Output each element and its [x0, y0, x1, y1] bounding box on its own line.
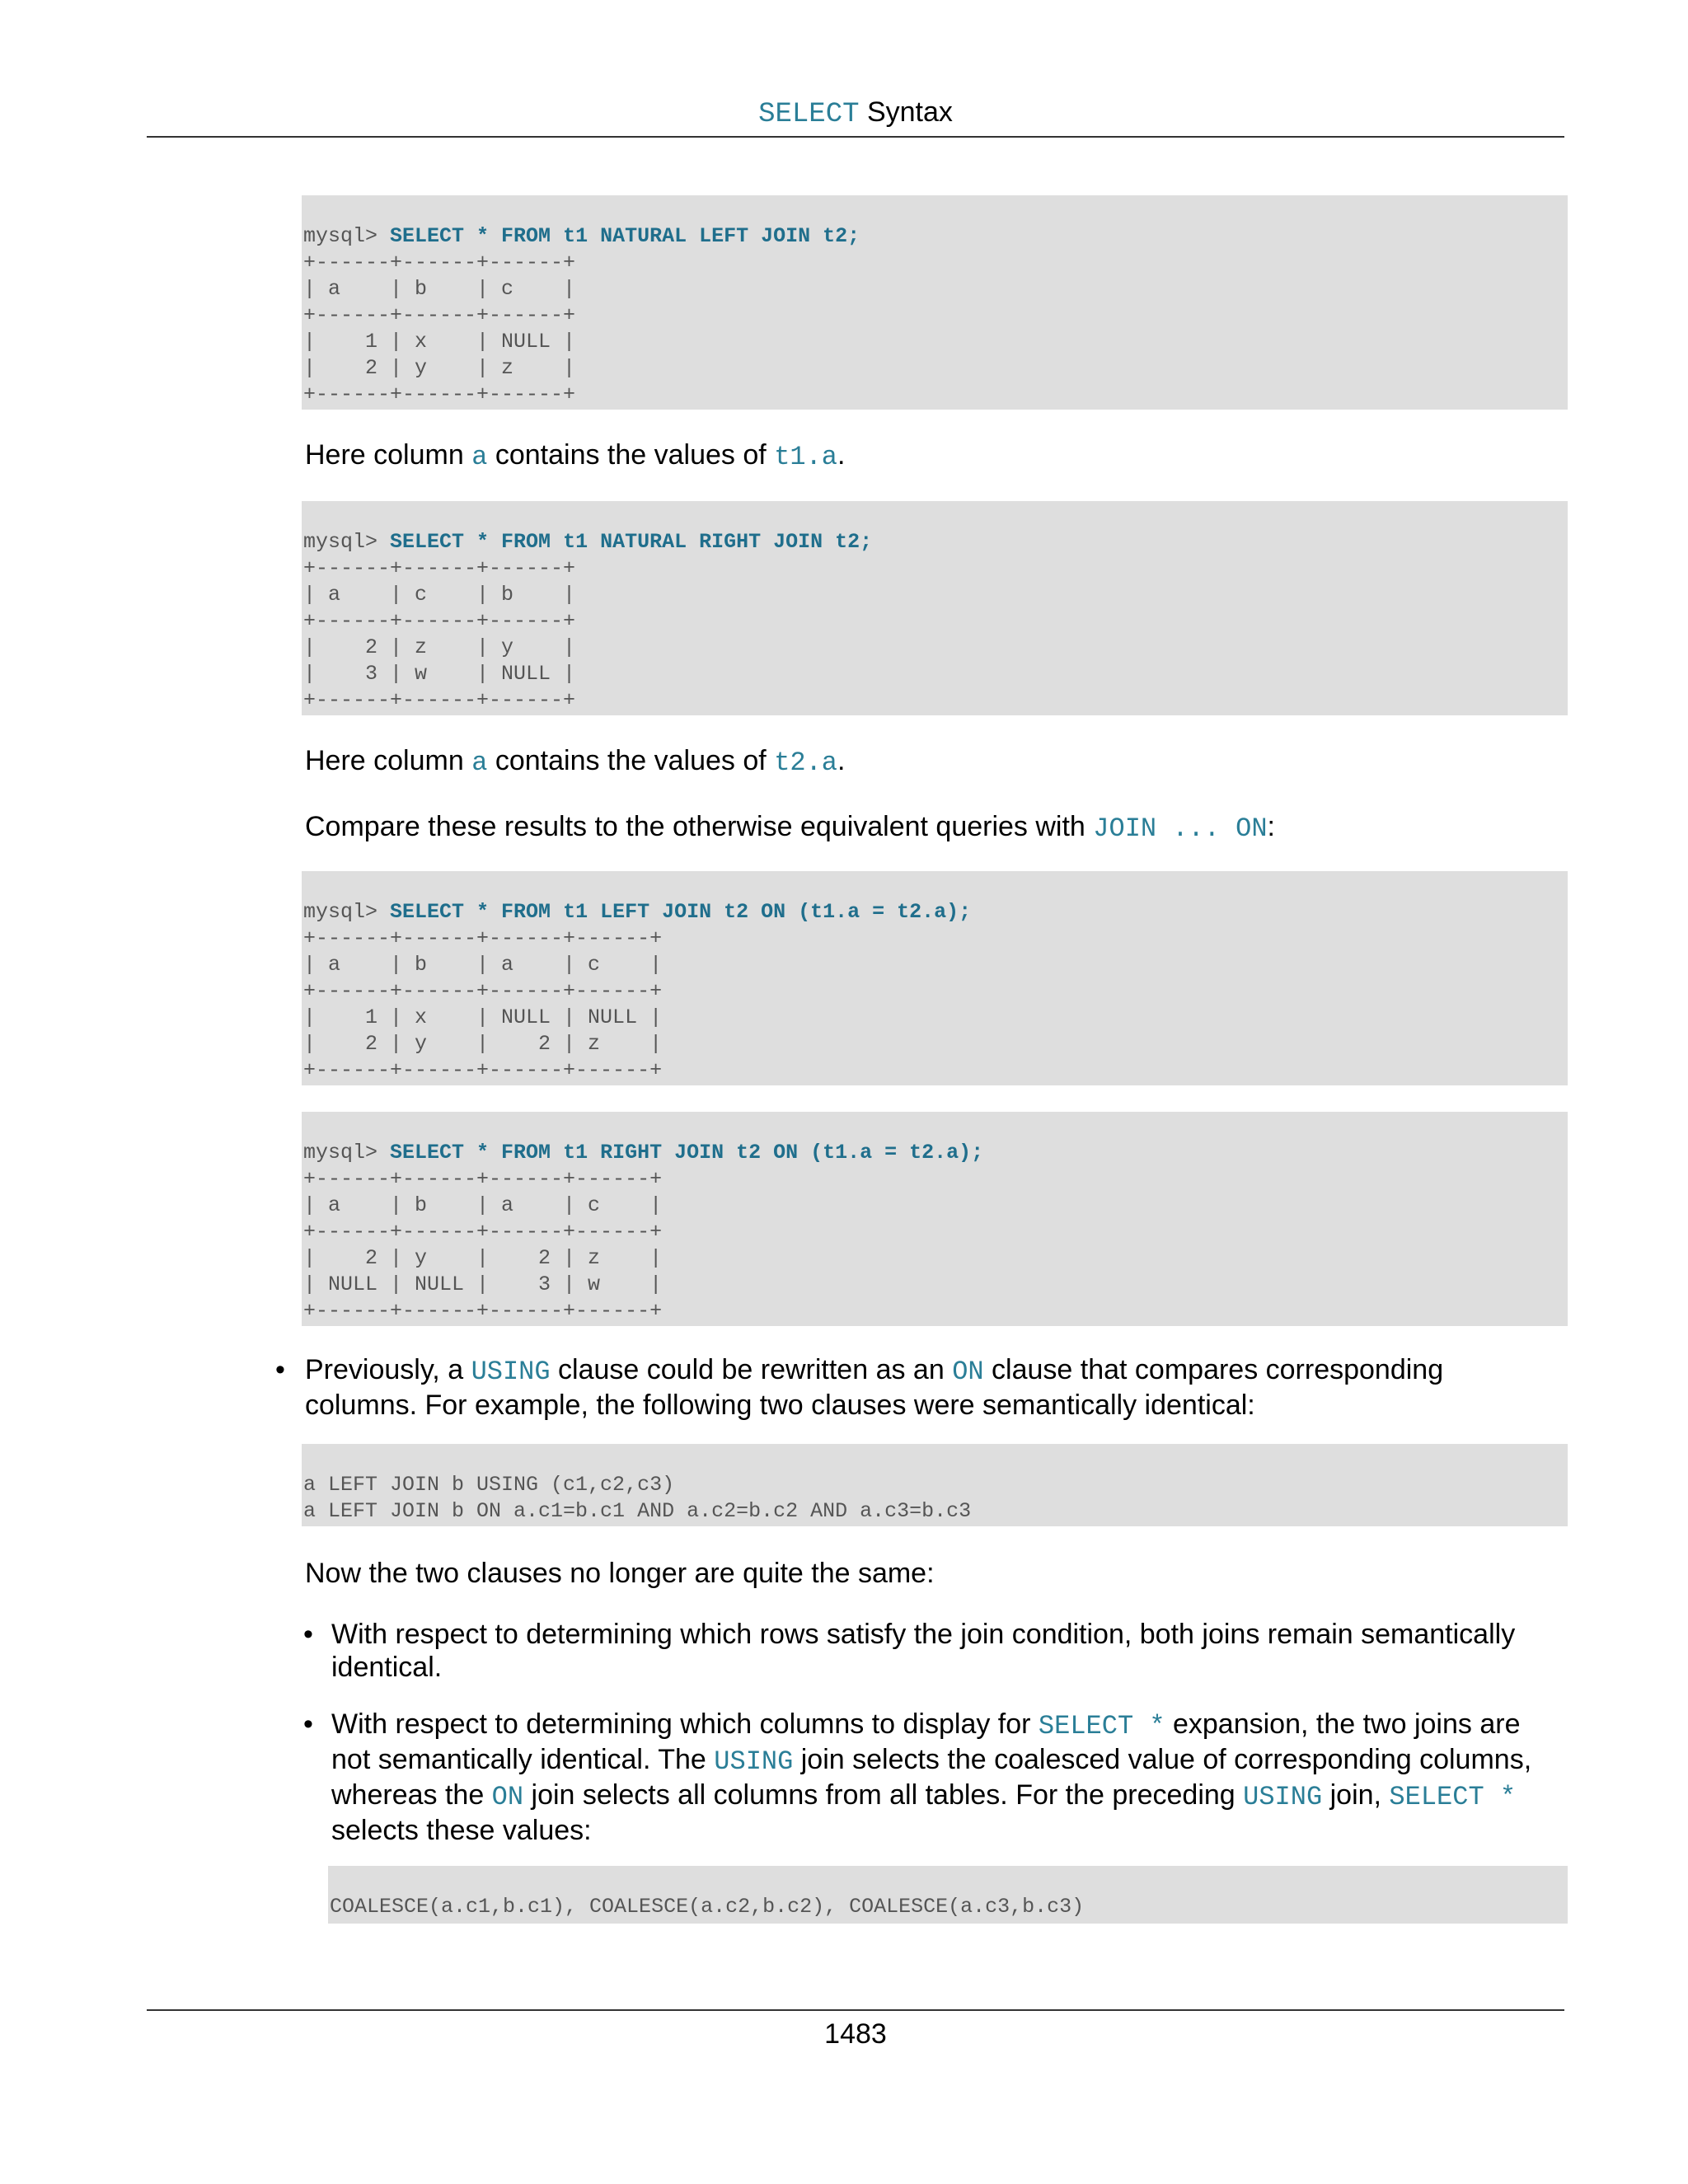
text: join selects the coalesced value of corresponding columns, whereas the — [331, 1744, 1532, 1811]
paragraph-no-longer-same: Now the two clauses no longer are quite the same: — [305, 1558, 935, 1589]
text: clause that compares corresponding columns. For example, the following two clauses were semantically identical: — [305, 1354, 1444, 1421]
inline-code: a — [471, 748, 488, 778]
page-header — [147, 92, 1564, 134]
bullet-marker: • — [275, 1354, 285, 1385]
text: Here column — [305, 439, 472, 471]
sub-bullet-columns — [331, 1708, 1559, 1847]
paragraph-t2a — [305, 744, 1566, 780]
bullet-using-clause — [305, 1353, 1558, 1422]
text: : — [1267, 811, 1275, 842]
code-output: +------+------+------+------+ | a | b | a | c | +------+------+------+------+ | 2 | y | 2 | z | | NULL | NULL | 3 | w | +------+------+------+------+ — [303, 1167, 663, 1323]
header-code: SELECT — [758, 99, 860, 130]
header-rule — [147, 136, 1564, 138]
code-prompt: mysql> — [303, 530, 391, 554]
code-text: a LEFT JOIN b USING (c1,c2,c3) a LEFT JOIN b ON a.c1=b.c1 AND a.c2=b.c2 AND a.c3=b.c3 — [303, 1473, 972, 1523]
text: Compare these results to the otherwise equivalent queries with — [305, 811, 1094, 842]
text: Here column — [305, 745, 472, 776]
code-block-using-vs-on — [302, 1444, 1568, 1526]
text: join, — [1322, 1779, 1390, 1811]
header-title: Syntax — [859, 96, 953, 128]
code-output: +------+------+------+ | a | b | c | +------+------+------+ | 1 | x | NULL | | 2 | y | z | +------+------+------+ — [303, 251, 576, 406]
sub-bullet-rows: With respect to determining which rows satisfy the join condition, both joins remain semantically identical. — [331, 1619, 1516, 1683]
code-block-coalesce — [328, 1866, 1568, 1924]
code-command: SELECT * FROM t1 NATURAL LEFT JOIN t2; — [390, 224, 860, 248]
code-text: COALESCE(a.c1,b.c1), COALESCE(a.c2,b.c2), COALESCE(a.c3,b.c3) — [330, 1895, 1085, 1919]
inline-code: USING — [471, 1357, 551, 1387]
inline-code: USING — [1243, 1782, 1323, 1812]
inline-code: SELECT * — [1038, 1711, 1165, 1741]
inline-code: JOIN ... ON — [1093, 813, 1268, 844]
code-output: +------+------+------+------+ | a | b | a | c | +------+------+------+------+ | 1 | x | NULL | NULL | | 2 | y | 2 | z | +------+------+------+------+ — [303, 926, 663, 1082]
text: With respect to determining which columns to display for — [331, 1708, 1039, 1740]
code-output: +------+------+------+ | a | c | b | +------+------+------+ | 2 | z | y | | 3 | w | NULL | +------+------+------+ — [303, 556, 576, 712]
code-prompt: mysql> — [303, 1141, 391, 1165]
text: . — [837, 745, 846, 776]
text: join selects all columns from all tables. For the preceding — [523, 1779, 1244, 1811]
paragraph-compare — [305, 810, 1566, 846]
inline-code: t2.a — [774, 748, 837, 778]
text: Previously, a — [305, 1354, 471, 1385]
code-command: SELECT * FROM t1 NATURAL RIGHT JOIN t2; — [390, 530, 873, 554]
bullet-marker: • — [303, 1619, 313, 1650]
inline-code: ON — [952, 1357, 984, 1387]
text: expansion, the two joins are not semantically identical. The — [331, 1708, 1521, 1775]
code-prompt: mysql> — [303, 224, 391, 248]
code-block-right-join-on — [302, 1112, 1568, 1326]
inline-code: t1.a — [774, 442, 837, 472]
code-block-natural-left-join — [302, 195, 1568, 410]
page-number: 1483 — [824, 2018, 887, 2050]
paragraph-t1a — [305, 438, 1566, 474]
code-command: SELECT * FROM t1 RIGHT JOIN t2 ON (t1.a = t2.a); — [390, 1141, 984, 1165]
inline-code: USING — [714, 1746, 794, 1777]
text: . — [837, 439, 846, 471]
text: contains the values of — [487, 745, 775, 776]
text: clause could be rewritten as an — [550, 1354, 953, 1385]
text: selects these values: — [331, 1815, 592, 1846]
footer-rule — [147, 2009, 1564, 2011]
bullet-marker: • — [303, 1708, 313, 1740]
inline-code: a — [471, 442, 488, 472]
text: contains the values of — [487, 439, 775, 471]
code-block-left-join-on — [302, 871, 1568, 1085]
code-command: SELECT * FROM t1 LEFT JOIN t2 ON (t1.a = t2.a); — [390, 900, 972, 924]
code-block-natural-right-join — [302, 501, 1568, 715]
inline-code: SELECT * — [1389, 1782, 1517, 1812]
inline-code: ON — [491, 1782, 524, 1812]
code-prompt: mysql> — [303, 900, 391, 924]
